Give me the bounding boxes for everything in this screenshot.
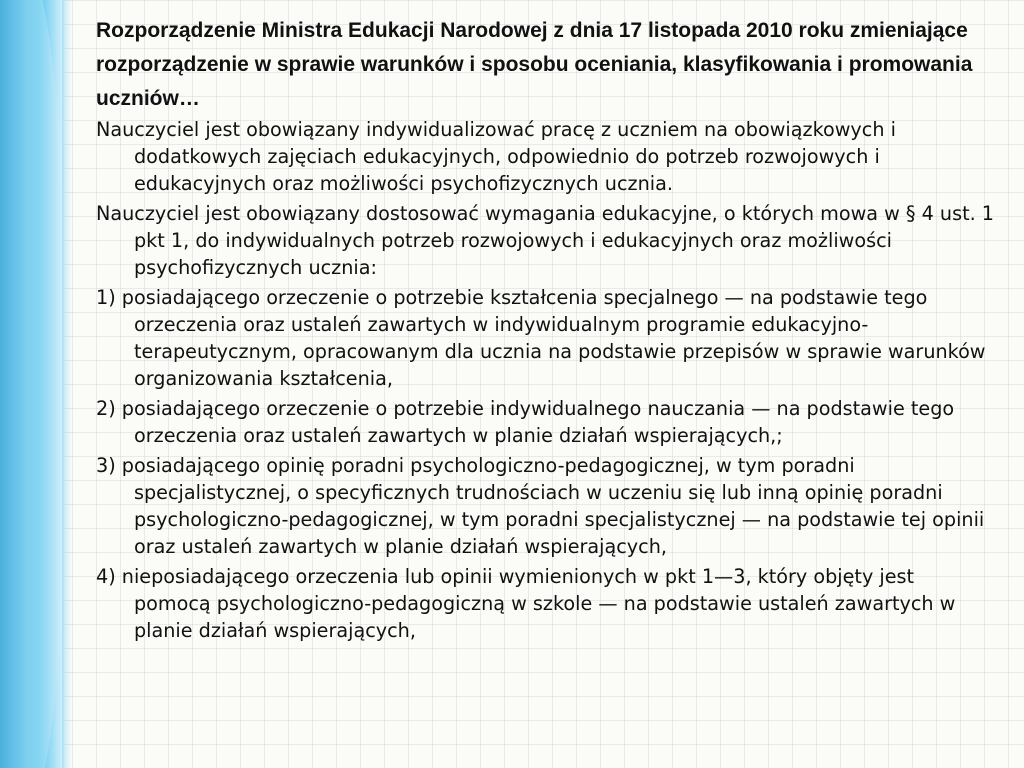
paragraph-teacher-obligation-adapt: Nauczyciel jest obowiązany dostosować wymagania edukacyjne, o których mowa w § 4 ust. 1 pkt 1, do indywidualnych potrzeb rozwojowych i edukacyjnych oraz możliwości psychofizycznych ucznia: xyxy=(96,202,994,279)
paragraph-teacher-obligation-individualize: Nauczyciel jest obowiązany indywidualizować pracę z uczniem na obowiązkowych i dodatkowych zajęciach edukacyjnych, odpowiednio do potrzeb rozwojowych i edukacyjnych oraz możliwości psychofizycznych ucznia. xyxy=(96,118,896,195)
list-item-1: 1) posiadającego orzeczenie o potrzebie kształcenia specjalnego — na podstawie tego orzeczenia oraz ustaleń zawartych w indywidualnym programie edukacyjno- terapeutycznym, opracowanym dla ucznia na podstawie przepisów w sprawie warunków organizowania kształcenia, xyxy=(96,286,986,390)
list-item-2: 2) posiadającego orzeczenie o potrzebie indywidualnego nauczania — na podstawie tego orzeczenia oraz ustaleń zawartych w planie działań wspierających,; xyxy=(96,397,955,447)
slide-content xyxy=(96,14,996,644)
list-item-4: 4) nieposiadającego orzeczenia lub opinii wymienionych w pkt 1—3, który objęty jest pomocą psychologiczno-pedagogiczną w szkole — na podstawie ustaleń zawartych w planie działań wspierających, xyxy=(96,565,956,642)
decorative-side-band xyxy=(0,0,64,768)
slide-title: Rozporządzenie Ministra Edukacji Narodowej z dnia 17 listopada 2010 roku zmieniające rozporządzenie w sprawie warunków i sposobu oceniania, klasyfikowania i promowania uczniów… xyxy=(96,19,973,110)
list-item-3: 3) posiadającego opinię poradni psychologiczno-pedagogicznej, w tym poradni specjalistycznej, o specyficznych trudnościach w uczeniu się lub inną opinię poradni psychologiczno-pedagogicznej, w tym poradni specjalistycznej — na podstawie tej opinii oraz ustaleń zawartych w planie działań wspierających, xyxy=(96,454,985,558)
decorative-side-edge xyxy=(62,0,72,768)
